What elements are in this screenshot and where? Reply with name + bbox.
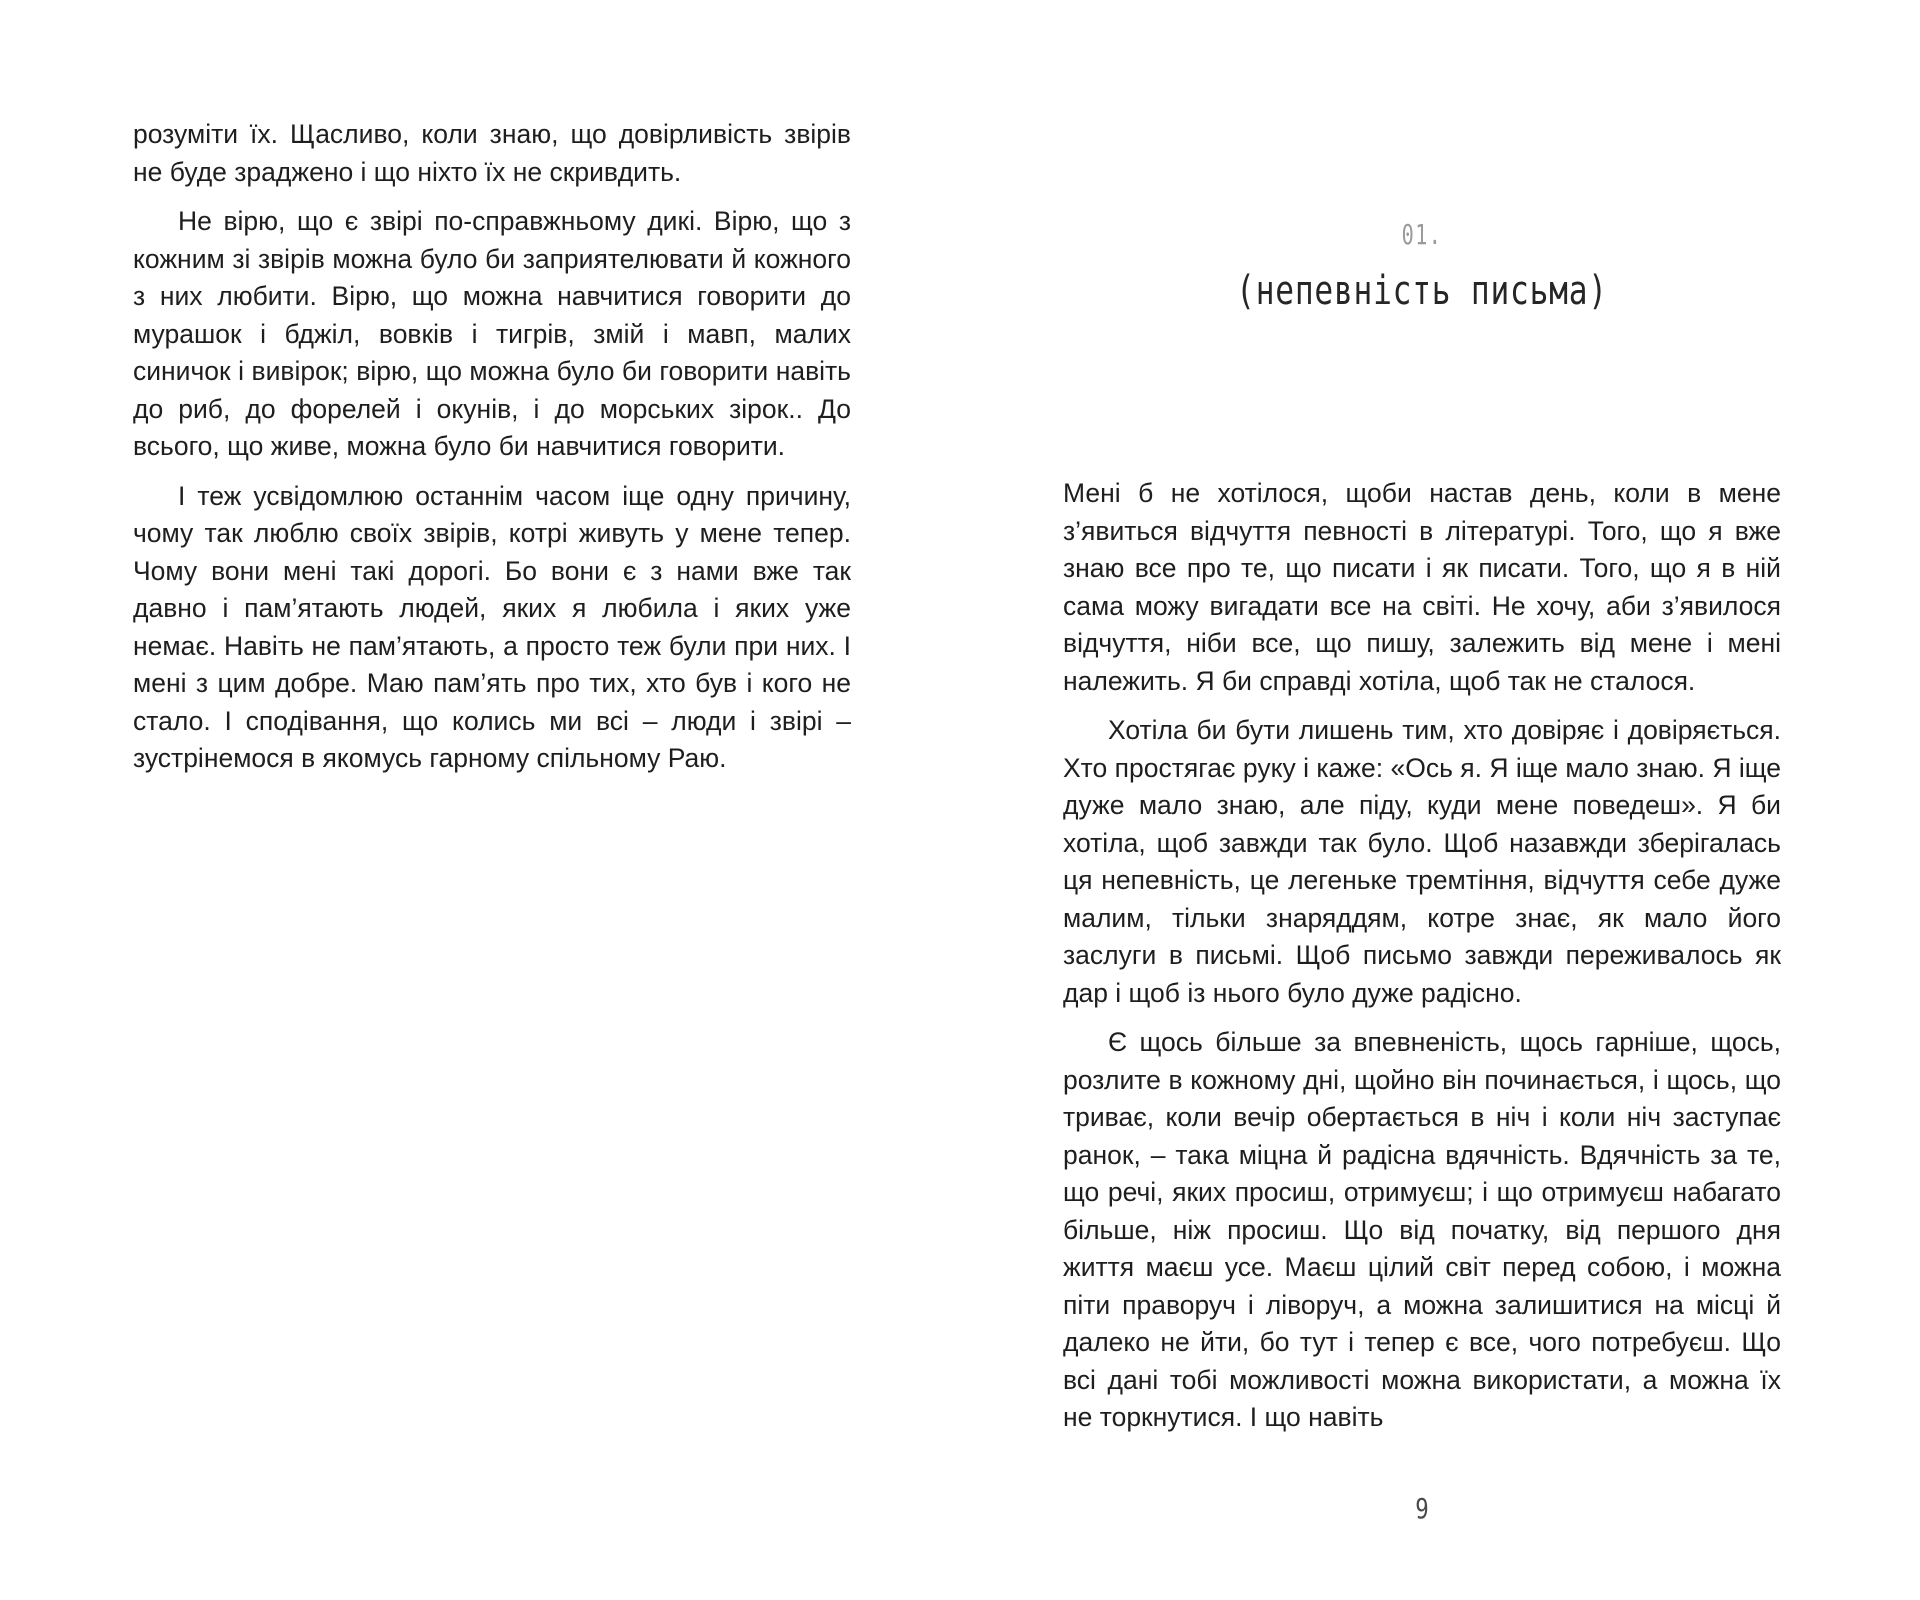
right-paragraph-2: Хотіла би бути лишень тим, хто довіряє і довіряється. Хто простягає руку і каже: «Ось я. Я іще мало знаю. Я іще дуже мало знаю, але піду, куди мене поведеш». Я би хотіла, щоб завжди так було. Щоб назавжди зберігалась ця непевність, це легеньке тремтіння, відчуття себе дуже малим, тільки знаряддям, котре знає, як мало його заслуги в письмі. Щоб письмо завжди переживалось як дар і щоб із нього було дуже радісно.	[1063, 715, 1781, 1008]
left-paragraph-2: Не вірю, що є звірі по-справжньому дикі. Вірю, що з кожним зі звірів можна було би заприятелювати й кожного з них любити. Вірю, що можна навчитися говорити до мурашок і бджіл, вовків і тигрів, змій і мавп, малих синичок і вивірок; вірю, що можна було би говорити навіть до риб, до форелей і окунів, і до морських зірок.. До всього, що живе, можна було би навчитися говорити.	[133, 206, 851, 461]
right-page-body	[1063, 475, 1781, 1449]
left-page-body	[133, 116, 851, 790]
right-paragraph-3: Є щось більше за впевненість, щось гарніше, щось, розлите в кожному дні, щойно він починається, і щось, що триває, коли вечір обертається в ніч і коли ніч заступає ранок, – така міцна й радісна вдячність. Вдячність за те, що речі, яких просиш, отримуєш; і що отримуєш набагато більше, ніж просиш. Що від початку, від першого дня життя маєш усе. Маєш цілий світ перед собою, і можна піти праворуч і ліворуч, а можна залишитися на місці й далеко не йти, бо тут і тепер є все, чого потребуєш. Що всі дані тобі можливості можна використати, а можна їх не торкнутися. І що навіть	[1063, 1027, 1781, 1432]
right-paragraph-1: Мені б не хотілося, щоби настав день, коли в мене з’явиться відчуття певності в літературі. Того, що я вже знаю все про те, що писати і як писати. Того, що я в ній сама можу вигадати все на світі. Не хочу, аби з’явилося відчуття, ніби все, що пишу, залежить від мене і мені належить. Я би справді хотіла, щоб так не сталося.	[1063, 478, 1781, 696]
left-paragraph-1: розуміти їх. Щасливо, коли знаю, що довірливість звірів не буде зраджено і що ніхто їх не скривдить.	[133, 119, 851, 187]
chapter-number: 01.	[1401, 218, 1443, 251]
left-paragraph-3: І теж усвідомлюю останнім часом іще одну причину, чому так люблю своїх звірів, котрі живуть у мене тепер. Чому вони мені такі дорогі. Бо вони є з нами вже так давно і пам’ятають людей, яких я любила і яких уже немає. Навіть не пам’ятають, а просто теж були при них. І мені з цим добре. Маю пам’ять про тих, хто був і кого не стало. І сподівання, що колись ми всі – люди і звірі – зустрінемося в якомусь гарному спільному Раю.	[133, 480, 851, 773]
page-number: 9	[1415, 1492, 1429, 1525]
chapter-title: (непевність письма)	[1236, 268, 1608, 314]
